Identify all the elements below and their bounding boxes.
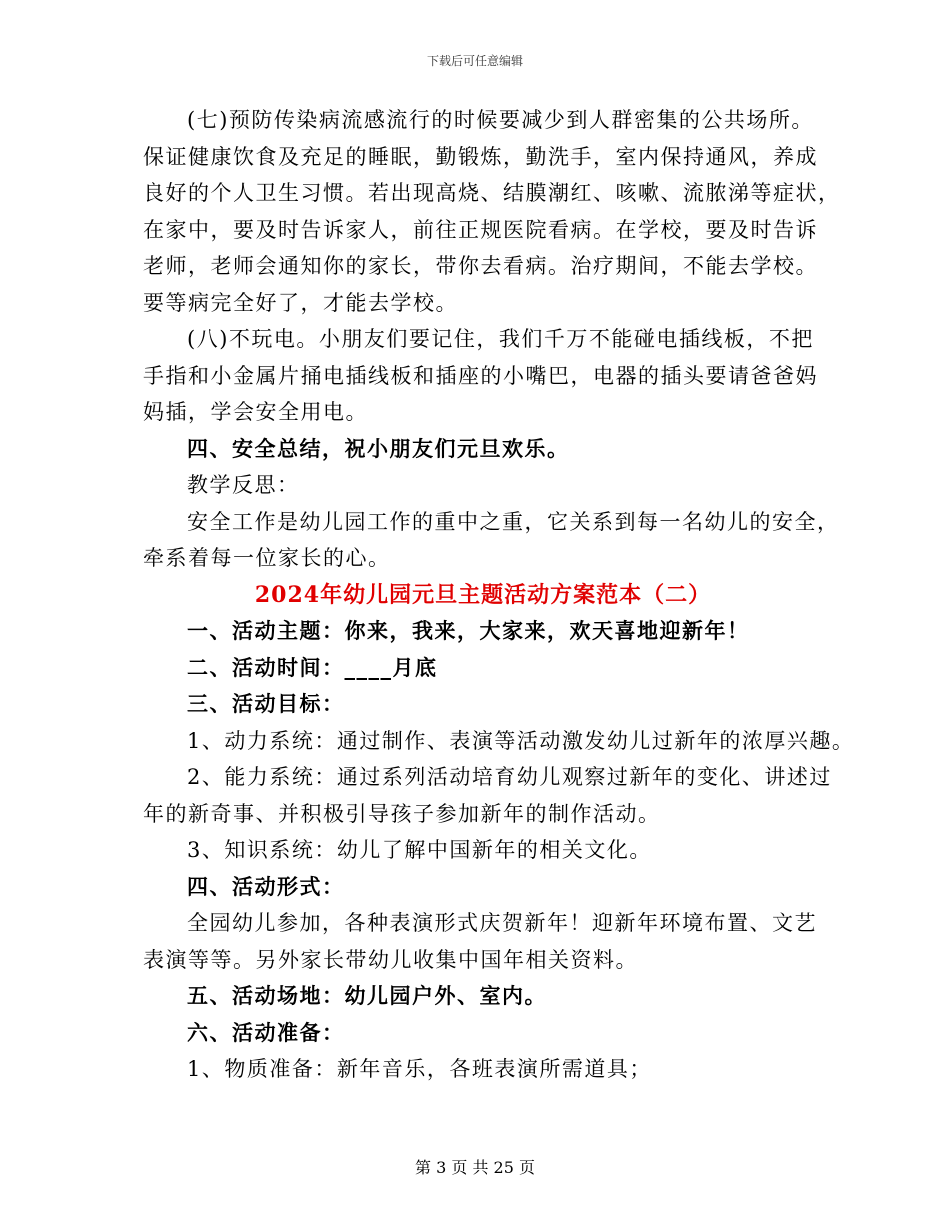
header-note: 下载后可任意编辑 xyxy=(426,54,523,68)
paragraph-line: 全园幼儿参加，各种表演形式庆贺新年！迎新年环境布置、文艺 xyxy=(187,911,817,935)
section-heading: 四、活动形式： xyxy=(187,873,345,899)
paragraph-line: 1、物质准备：新年音乐，各班表演所需道具； xyxy=(187,1057,652,1081)
section-heading: 二、活动时间：____月底 xyxy=(187,654,438,680)
paragraph-line: (八)不玩电。小朋友们要记住，我们千万不能碰电插线板，不把 xyxy=(187,327,814,351)
paragraph-line: 年的新奇事、并积极引导孩子参加新年的制作活动。 xyxy=(143,801,661,826)
paragraph-line: 妈插，学会安全用电。 xyxy=(143,400,368,424)
section-heading: 一、活动主题：你来，我来，大家来，欢天喜地迎新年！ xyxy=(187,618,750,643)
paragraph-line: 1、动力系统：通过制作、表演等活动激发幼儿过新年的浓厚兴趣。 xyxy=(187,728,855,753)
paragraph-line: 3、知识系统：幼儿了解中国新年的相关文化。 xyxy=(187,838,652,862)
paragraph-line: 在家中，要及时告诉家人，前往正规医院看病。在学校，要及时告诉 xyxy=(143,217,818,242)
paragraph-line: 良好的个人卫生习惯。若出现高烧、结膜潮红、咳嗽、流脓涕等症状， xyxy=(143,181,841,205)
section-title: 2024年幼儿园元旦主题活动方案范本（二） xyxy=(254,581,712,608)
section-heading: 五、活动场地：幼儿园户外、室内。 xyxy=(187,983,547,1008)
paragraph-line: 表演等等。另外家长带幼儿收集中国年相关资料。 xyxy=(143,947,638,972)
section-heading: 四、安全总结，祝小朋友们元旦欢乐。 xyxy=(187,435,570,461)
page-number: 第 3 页 共 25 页 xyxy=(415,1158,535,1177)
paragraph-line: 老师，老师会通知你的家长，带你去看病。治疗期间，不能去学校。 xyxy=(143,254,818,278)
paragraph-line: 保证健康饮食及充足的睡眠，勤锻炼，勤洗手，室内保持通风，养成 xyxy=(143,144,818,169)
paragraph-line: 手指和小金属片捅电插线板和插座的小嘴巴，电器的插头要请爸爸妈 xyxy=(143,363,818,388)
paragraph-line: 安全工作是幼儿园工作的重中之重，它关系到每一名幼儿的安全， xyxy=(187,509,840,534)
paragraph-line: 2、能力系统：通过系列活动培育幼儿观察过新年的变化、讲述过 xyxy=(187,765,832,789)
section-heading: 六、活动准备： xyxy=(187,1019,345,1045)
paragraph-line: 牵系着每一位家长的心。 xyxy=(143,546,391,570)
paragraph-line: 教学反思： xyxy=(187,473,300,497)
paragraph-line: 要等病完全好了，才能去学校。 xyxy=(143,290,458,315)
document-body xyxy=(143,102,855,1088)
section-heading: 三、活动目标： xyxy=(187,691,345,716)
paragraph-line: (七)预防传染病流感流行的时候要减少到人群密集的公共场所。 xyxy=(187,108,814,132)
